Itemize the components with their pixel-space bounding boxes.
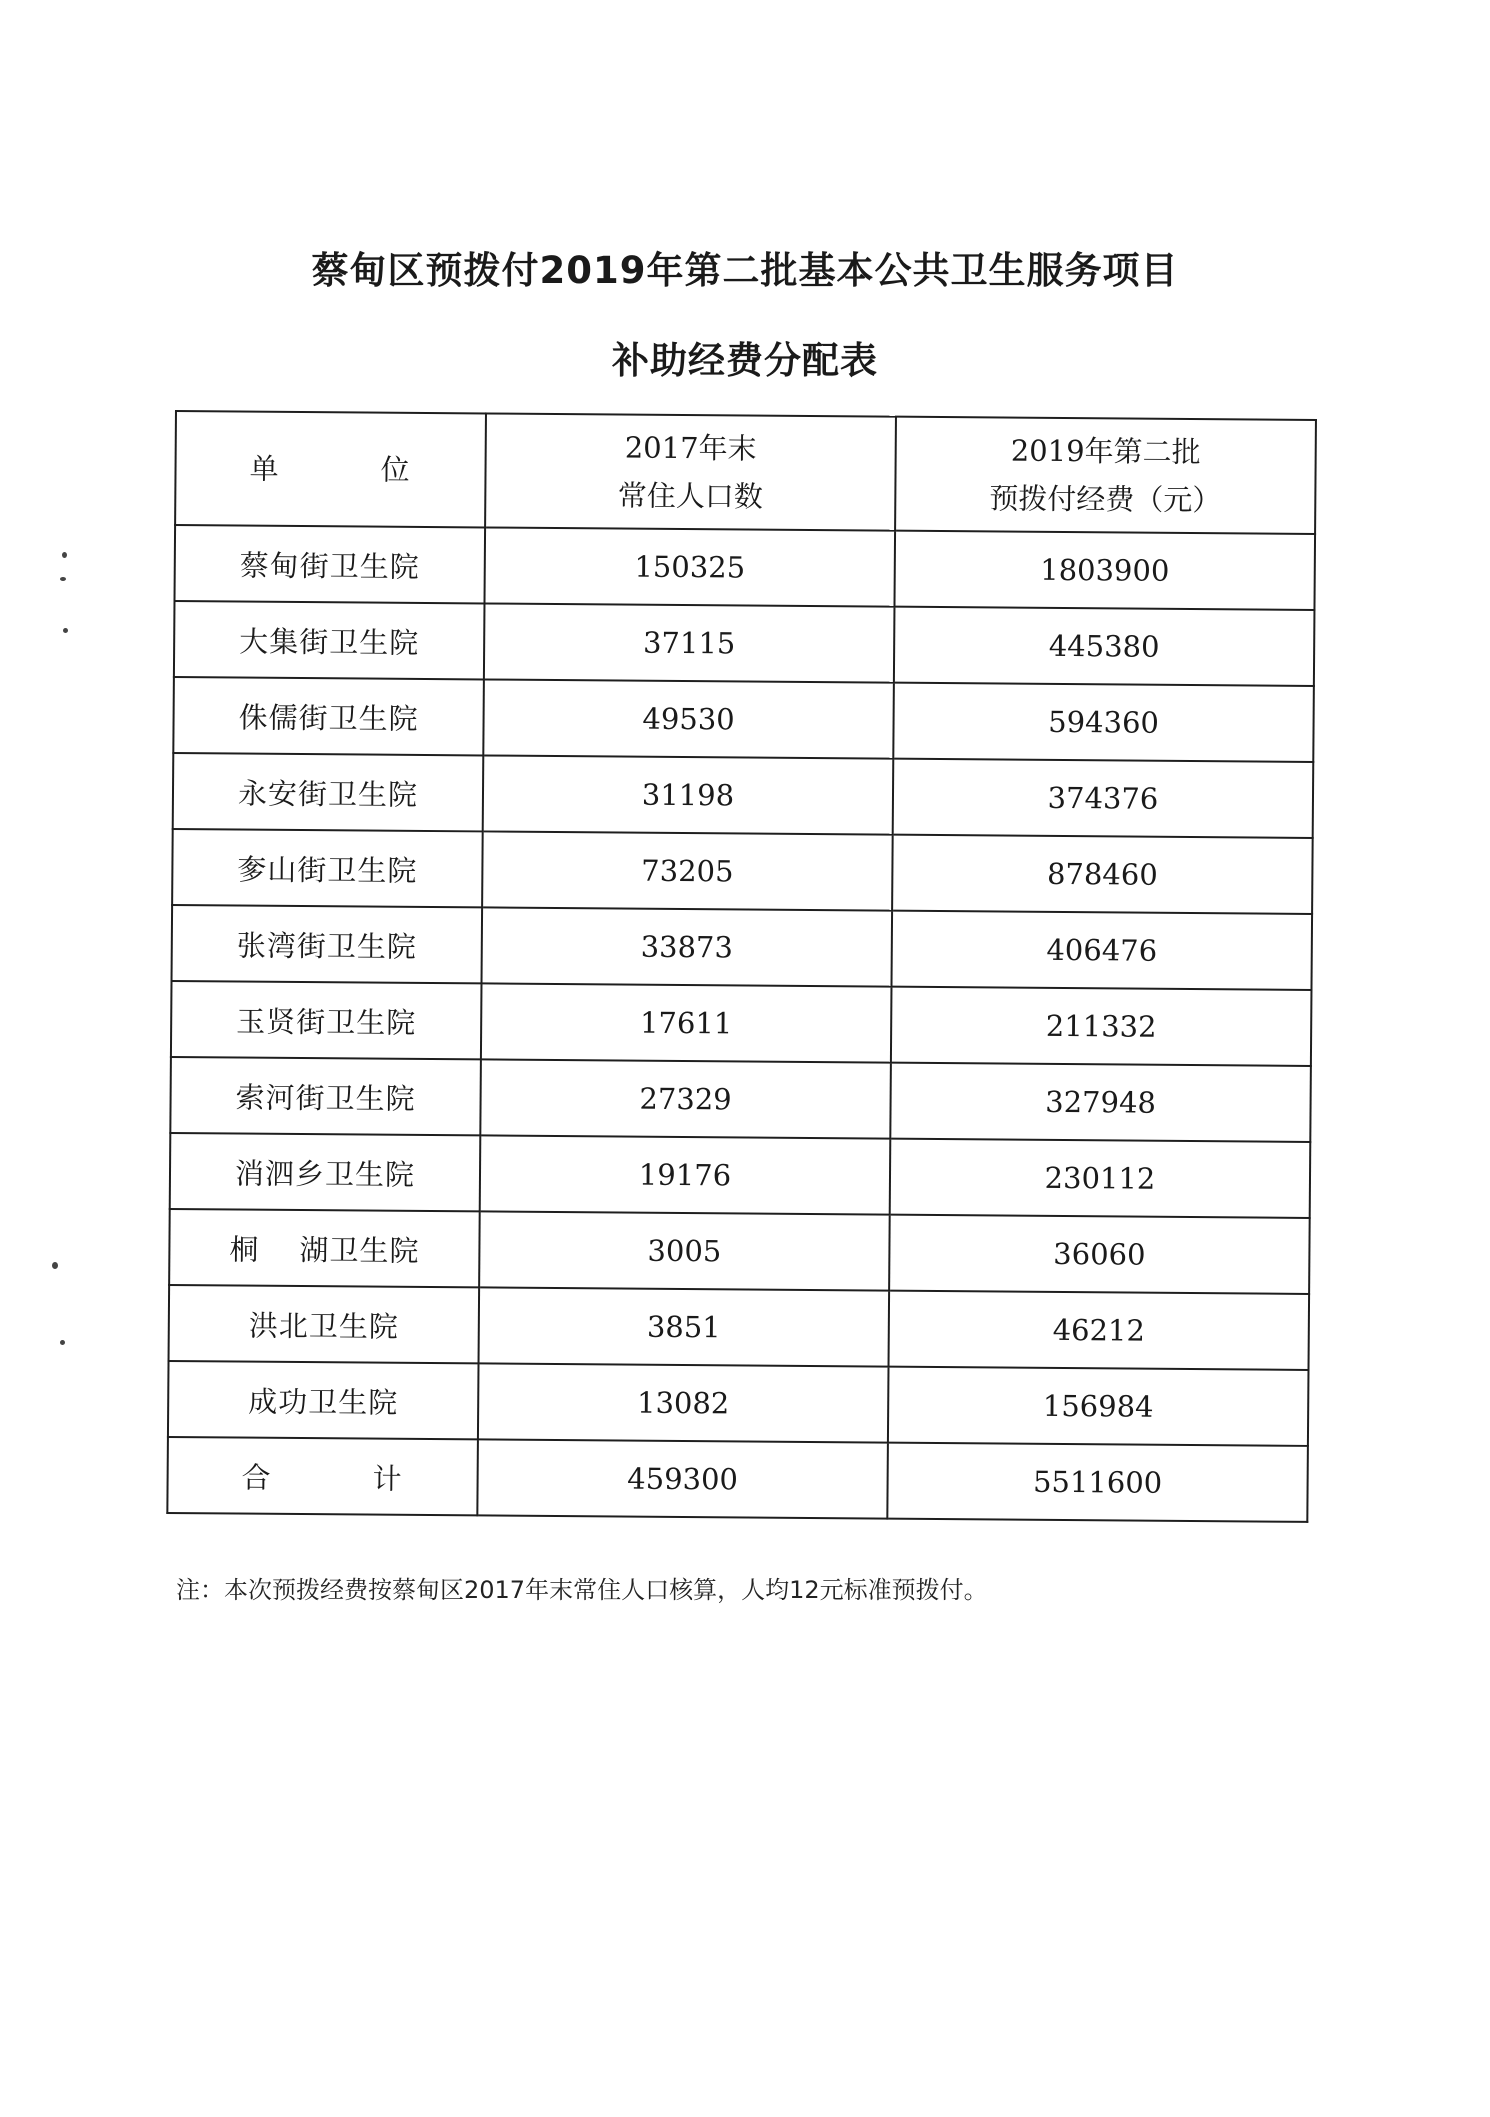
unit-cell: 大集街卫生院 xyxy=(174,601,485,679)
population-cell: 49530 xyxy=(483,679,894,758)
table-row xyxy=(170,1057,1311,1142)
header-population xyxy=(485,413,896,530)
unit-cell: 成功卫生院 xyxy=(168,1361,479,1439)
document-title: 蔡甸区预拨付2019年第二批基本公共卫生服务项目 xyxy=(311,249,1179,292)
table-row xyxy=(170,1133,1311,1218)
population-cell: 31198 xyxy=(483,755,894,834)
population-cell: 33873 xyxy=(482,907,893,986)
funds-cell: 374376 xyxy=(893,759,1314,838)
table-header-row xyxy=(175,411,1316,534)
scan-speck xyxy=(60,577,66,581)
population-cell: 73205 xyxy=(482,831,893,910)
total-row xyxy=(167,1437,1308,1522)
population-cell: 37115 xyxy=(484,603,895,682)
header-population-line1: 2017年末 xyxy=(624,430,757,466)
funds-cell: 445380 xyxy=(894,607,1315,686)
unit-cell: 洪北卫生院 xyxy=(169,1285,480,1363)
total-label-char-1: 合 xyxy=(241,1460,273,1495)
unit-cell: 侏儒街卫生院 xyxy=(173,677,484,755)
population-cell: 150325 xyxy=(484,527,895,606)
header-funds-line2: 预拨付经费（元） xyxy=(989,481,1222,518)
header-unit-char-1: 单 xyxy=(249,451,281,486)
table-row xyxy=(174,525,1315,610)
allocation-table xyxy=(166,410,1317,1523)
funds-cell: 1803900 xyxy=(894,531,1315,610)
table-row xyxy=(168,1361,1309,1446)
funds-cell: 230112 xyxy=(890,1139,1311,1218)
funds-cell: 327948 xyxy=(890,1063,1311,1142)
unit-cell: 蔡甸街卫生院 xyxy=(174,525,485,603)
table-row xyxy=(172,905,1313,990)
funds-cell: 36060 xyxy=(889,1215,1310,1294)
funds-cell: 46212 xyxy=(889,1291,1310,1370)
total-funds-cell: 5511600 xyxy=(887,1443,1308,1522)
scan-speck xyxy=(63,628,68,633)
total-population-cell: 459300 xyxy=(477,1439,888,1518)
allocation-table-wrapper xyxy=(166,410,1315,1523)
total-label-char-2: 计 xyxy=(372,1461,404,1496)
population-cell: 13082 xyxy=(478,1363,889,1442)
unit-cell xyxy=(169,1209,480,1287)
total-label-cell xyxy=(167,1437,478,1515)
funds-cell: 406476 xyxy=(891,911,1312,990)
funds-cell: 156984 xyxy=(888,1367,1309,1446)
population-cell: 27329 xyxy=(480,1059,891,1138)
unit-cell: 玉贤街卫生院 xyxy=(171,981,482,1059)
footnote: 注：本次预拨经费按蔡甸区2017年末常住人口核算，人均12元标准预拨付。 xyxy=(176,1576,988,1604)
unit-cell-part-2: 湖卫生院 xyxy=(299,1232,420,1268)
population-cell: 3005 xyxy=(479,1211,890,1290)
unit-cell: 消泗乡卫生院 xyxy=(170,1133,481,1211)
table-row xyxy=(171,981,1312,1066)
unit-cell-part-1: 桐 xyxy=(229,1231,260,1267)
unit-cell: 张湾街卫生院 xyxy=(172,905,483,983)
table-row xyxy=(169,1209,1310,1294)
header-unit xyxy=(175,411,486,527)
header-unit-char-2: 位 xyxy=(380,452,412,487)
funds-cell: 211332 xyxy=(891,987,1312,1066)
scan-speck xyxy=(62,552,67,558)
population-cell: 3851 xyxy=(479,1287,890,1366)
document-subtitle: 补助经费分配表 xyxy=(612,339,878,382)
population-cell: 19176 xyxy=(480,1135,891,1214)
scan-speck xyxy=(60,1340,65,1345)
unit-cell: 索河街卫生院 xyxy=(170,1057,481,1135)
unit-cell: 永安街卫生院 xyxy=(173,753,484,831)
scan-speck xyxy=(52,1262,58,1269)
table-row xyxy=(174,601,1315,686)
funds-cell: 878460 xyxy=(892,835,1313,914)
unit-cell: 奓山街卫生院 xyxy=(172,829,483,907)
table-row xyxy=(173,753,1314,838)
header-funds xyxy=(895,417,1316,534)
table-row xyxy=(169,1285,1310,1370)
table-row xyxy=(172,829,1313,914)
population-cell: 17611 xyxy=(481,983,892,1062)
header-funds-line1: 2019年第二批 xyxy=(1010,433,1201,470)
header-population-line2: 常住人口数 xyxy=(617,478,763,514)
table-row xyxy=(173,677,1314,762)
funds-cell: 594360 xyxy=(893,683,1314,762)
